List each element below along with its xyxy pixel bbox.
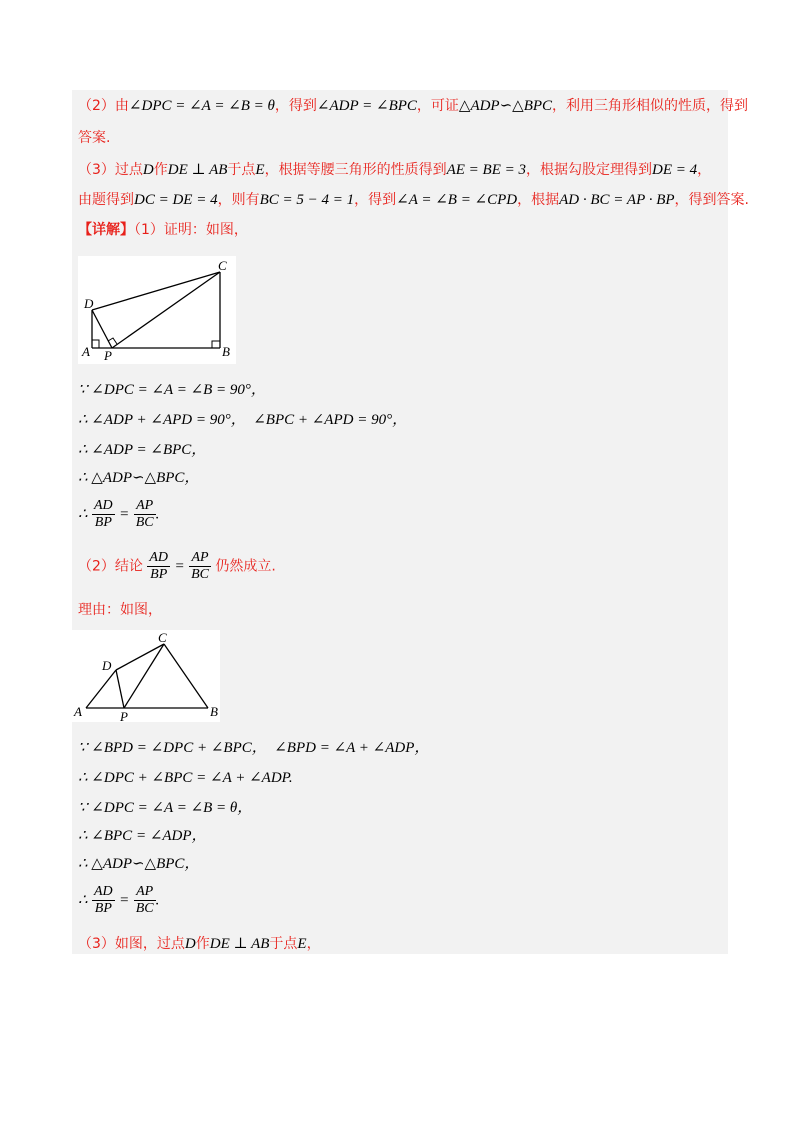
label-b: B — [210, 704, 218, 719]
part3-start: （3）如图，过点D作DE ⊥ AB于点E， — [78, 936, 321, 952]
proof2-line2: ∴ ∠DPC + ∠BPC = ∠A + ∠ADP. — [78, 770, 293, 786]
proof2-line5: ∴ △ADP∽△BPC， — [78, 856, 200, 872]
label-b: B — [222, 344, 230, 359]
label-c: C — [218, 258, 227, 273]
proof2-line3: ∵ ∠DPC = ∠A = ∠B = θ， — [78, 800, 253, 816]
proof1-line4: ∴ △ADP∽△BPC， — [78, 470, 200, 486]
detail-heading: 【详解】（1）证明：如图， — [78, 222, 248, 238]
part2-reason: 理由：如图， — [78, 602, 162, 618]
proof1-line2: ∴ ∠ADP + ∠APD = 90°， ∠BPC + ∠APD = 90°， — [78, 412, 408, 428]
label-a: A — [82, 344, 90, 359]
label-p: P — [104, 348, 112, 363]
label-a: A — [74, 704, 82, 719]
figure-1 — [78, 256, 236, 364]
label-d: D — [84, 296, 94, 311]
figure-2 — [72, 630, 220, 722]
proof1-fraction: ∴ $\frac{AD}{BP}$ = $\frac{AP}{BC}$ . — [78, 498, 160, 530]
proof1-line3: ∴ ∠ADP = ∠BPC， — [78, 442, 207, 458]
hint-part2-line2: 答案. — [78, 130, 111, 146]
proof2-line4: ∴ ∠BPC = ∠ADP， — [78, 828, 207, 844]
proof1-line1: ∵ ∠DPC = ∠A = ∠B = 90°， — [78, 382, 266, 398]
hint-part2-line1: （2）由∠DPC = ∠A = ∠B = θ，得到∠ADP = ∠BPC，可证△ADP∽△BPC，利用三角形相似的性质，得到 — [78, 98, 749, 114]
figure-2-diagram — [72, 630, 220, 722]
label-d: D — [102, 658, 112, 673]
part2-conclusion: （2）结论 $\frac{AD}{BP}$ = $\frac{AP}{BC}$ 仍然成立. — [78, 550, 276, 582]
label-p: P — [120, 709, 128, 722]
proof2-line1: ∵ ∠BPD = ∠DPC + ∠BPC， ∠BPD = ∠A + ∠ADP， — [78, 740, 430, 756]
proof2-fraction: ∴ $\frac{AD}{BP}$ = $\frac{AP}{BC}$ . — [78, 884, 160, 916]
hint-part3-line2: 由题得到DC = DE = 4，则有BC = 5 − 4 = 1，得到∠A = ∠B = ∠CPD，根据AD · BC = AP · BP，得到答案. — [78, 192, 749, 208]
hint-part3-line1: （3）过点D作DE ⊥ AB于点E，根据等腰三角形的性质得到AE = BE = 3，根据勾股定理得到DE = 4， — [78, 162, 712, 178]
figure-1-diagram — [78, 256, 236, 364]
label-c: C — [158, 630, 167, 645]
